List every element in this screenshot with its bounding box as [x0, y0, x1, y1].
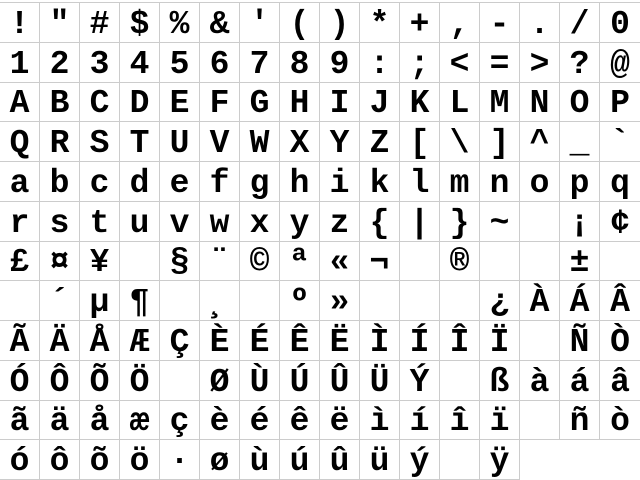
glyph-cell	[240, 281, 280, 321]
glyph-cell: |	[400, 202, 440, 242]
glyph-cell: ^	[520, 122, 560, 162]
glyph-cell: [	[400, 122, 440, 162]
glyph-cell: î	[440, 401, 480, 441]
glyph-cell: ú	[280, 440, 320, 480]
glyph-cell: È	[200, 321, 240, 361]
glyph-cell: :	[360, 43, 400, 83]
glyph-cell: õ	[80, 440, 120, 480]
glyph-cell: ç	[160, 401, 200, 441]
glyph-cell: "	[40, 3, 80, 43]
glyph-cell	[440, 440, 480, 480]
glyph-cell	[360, 281, 400, 321]
glyph-cell: å	[80, 401, 120, 441]
glyph-cell: q	[600, 162, 640, 202]
glyph-cell: D	[120, 83, 160, 123]
glyph-cell: P	[600, 83, 640, 123]
glyph-cell: Ê	[280, 321, 320, 361]
glyph-cell: ä	[40, 401, 80, 441]
glyph-cell	[480, 242, 520, 282]
glyph-cell: v	[160, 202, 200, 242]
glyph-cell	[520, 401, 560, 441]
glyph-cell: _	[560, 122, 600, 162]
glyph-cell: Y	[320, 122, 360, 162]
glyph-cell: ê	[280, 401, 320, 441]
glyph-cell: 8	[280, 43, 320, 83]
glyph-cell: Û	[320, 361, 360, 401]
glyph-cell: h	[280, 162, 320, 202]
glyph-cell: Á	[560, 281, 600, 321]
glyph-cell: Å	[80, 321, 120, 361]
glyph-cell: >	[520, 43, 560, 83]
glyph-cell: é	[240, 401, 280, 441]
glyph-cell: ]	[480, 122, 520, 162]
glyph-cell: É	[240, 321, 280, 361]
glyph-cell: ï	[480, 401, 520, 441]
glyph-cell: à	[520, 361, 560, 401]
glyph-cell: ,	[440, 3, 480, 43]
glyph-cell: r	[0, 202, 40, 242]
glyph-cell	[120, 242, 160, 282]
glyph-cell: Ü	[360, 361, 400, 401]
glyph-cell: ·	[160, 440, 200, 480]
glyph-cell: e	[160, 162, 200, 202]
glyph-cell: M	[480, 83, 520, 123]
glyph-cell: .	[520, 3, 560, 43]
glyph-cell: ì	[360, 401, 400, 441]
glyph-cell: g	[240, 162, 280, 202]
glyph-cell: ý	[400, 440, 440, 480]
glyph-cell: 7	[240, 43, 280, 83]
glyph-cell	[440, 281, 480, 321]
glyph-cell: R	[40, 122, 80, 162]
glyph-cell: ?	[560, 43, 600, 83]
glyph-cell: è	[200, 401, 240, 441]
glyph-cell	[440, 361, 480, 401]
glyph-cell: G	[240, 83, 280, 123]
glyph-cell: #	[80, 3, 120, 43]
glyph-cell: T	[120, 122, 160, 162]
glyph-cell: (	[280, 3, 320, 43]
glyph-cell: $	[120, 3, 160, 43]
glyph-cell: !	[0, 3, 40, 43]
glyph-cell: ¿	[480, 281, 520, 321]
glyph-cell	[520, 242, 560, 282]
glyph-cell: I	[320, 83, 360, 123]
glyph-cell: Ú	[280, 361, 320, 401]
empty-area	[560, 440, 600, 480]
glyph-cell: Î	[440, 321, 480, 361]
glyph-cell: t	[80, 202, 120, 242]
glyph-cell: Ô	[40, 361, 80, 401]
glyph-cell: 2	[40, 43, 80, 83]
glyph-cell: Â	[600, 281, 640, 321]
empty-area	[520, 440, 560, 480]
glyph-cell: ~	[480, 202, 520, 242]
glyph-cell: %	[160, 3, 200, 43]
glyph-cell: B	[40, 83, 80, 123]
glyph-cell: F	[200, 83, 240, 123]
glyph-cell: ´	[40, 281, 80, 321]
glyph-cell: Ñ	[560, 321, 600, 361]
glyph-cell: ô	[40, 440, 80, 480]
glyph-cell: ò	[600, 401, 640, 441]
glyph-cell: Í	[400, 321, 440, 361]
glyph-cell: º	[280, 281, 320, 321]
empty-area	[600, 440, 640, 480]
glyph-cell: '	[240, 3, 280, 43]
glyph-cell: -	[480, 3, 520, 43]
glyph-cell: O	[560, 83, 600, 123]
glyph-cell: X	[280, 122, 320, 162]
glyph-cell: 4	[120, 43, 160, 83]
glyph-cell: f	[200, 162, 240, 202]
glyph-cell: ¢	[600, 202, 640, 242]
glyph-cell: ¥	[80, 242, 120, 282]
glyph-cell: ¸	[200, 281, 240, 321]
glyph-cell: p	[560, 162, 600, 202]
glyph-cell: N	[520, 83, 560, 123]
glyph-cell: Ä	[40, 321, 80, 361]
glyph-cell: k	[360, 162, 400, 202]
glyph-cell: S	[80, 122, 120, 162]
glyph-cell: l	[400, 162, 440, 202]
glyph-cell	[400, 281, 440, 321]
glyph-cell: á	[560, 361, 600, 401]
glyph-cell: ;	[400, 43, 440, 83]
glyph-cell: Ó	[0, 361, 40, 401]
glyph-grid	[0, 2, 640, 480]
glyph-cell: ¬	[360, 242, 400, 282]
glyph-cell: ±	[560, 242, 600, 282]
glyph-cell: V	[200, 122, 240, 162]
glyph-cell	[160, 281, 200, 321]
glyph-cell: í	[400, 401, 440, 441]
glyph-cell: c	[80, 162, 120, 202]
glyph-cell: â	[600, 361, 640, 401]
glyph-cell: ñ	[560, 401, 600, 441]
glyph-cell: £	[0, 242, 40, 282]
glyph-cell: @	[600, 43, 640, 83]
glyph-cell: =	[480, 43, 520, 83]
glyph-cell: ª	[280, 242, 320, 282]
glyph-cell: U	[160, 122, 200, 162]
glyph-cell: +	[400, 3, 440, 43]
glyph-cell: &	[200, 3, 240, 43]
glyph-cell: W	[240, 122, 280, 162]
glyph-cell: `	[600, 122, 640, 162]
glyph-cell: E	[160, 83, 200, 123]
glyph-cell: æ	[120, 401, 160, 441]
glyph-cell: À	[520, 281, 560, 321]
glyph-cell: ë	[320, 401, 360, 441]
glyph-cell: ÿ	[480, 440, 520, 480]
glyph-cell: Z	[360, 122, 400, 162]
glyph-cell: a	[0, 162, 40, 202]
glyph-cell: d	[120, 162, 160, 202]
glyph-cell: »	[320, 281, 360, 321]
glyph-cell: µ	[80, 281, 120, 321]
glyph-cell: ù	[240, 440, 280, 480]
glyph-cell: ©	[240, 242, 280, 282]
glyph-cell: 9	[320, 43, 360, 83]
glyph-cell: 5	[160, 43, 200, 83]
glyph-cell: 1	[0, 43, 40, 83]
glyph-cell: o	[520, 162, 560, 202]
glyph-cell: 3	[80, 43, 120, 83]
glyph-cell: *	[360, 3, 400, 43]
glyph-cell: Ï	[480, 321, 520, 361]
glyph-cell: Ë	[320, 321, 360, 361]
glyph-cell	[520, 321, 560, 361]
glyph-cell: Ù	[240, 361, 280, 401]
glyph-cell: m	[440, 162, 480, 202]
glyph-cell: ¤	[40, 242, 80, 282]
glyph-cell: Ç	[160, 321, 200, 361]
glyph-cell: «	[320, 242, 360, 282]
glyph-cell: Ö	[120, 361, 160, 401]
glyph-cell: §	[160, 242, 200, 282]
glyph-cell: ü	[360, 440, 400, 480]
glyph-cell: ö	[120, 440, 160, 480]
glyph-cell: ã	[0, 401, 40, 441]
glyph-cell: w	[200, 202, 240, 242]
glyph-cell: }	[440, 202, 480, 242]
glyph-cell: J	[360, 83, 400, 123]
glyph-cell: \	[440, 122, 480, 162]
glyph-cell	[520, 202, 560, 242]
glyph-cell: x	[240, 202, 280, 242]
glyph-cell: <	[440, 43, 480, 83]
glyph-cell: Q	[0, 122, 40, 162]
glyph-cell: n	[480, 162, 520, 202]
glyph-cell: A	[0, 83, 40, 123]
glyph-cell: ¨	[200, 242, 240, 282]
glyph-cell: z	[320, 202, 360, 242]
glyph-cell	[400, 242, 440, 282]
glyph-cell: {	[360, 202, 400, 242]
glyph-cell	[0, 281, 40, 321]
glyph-cell: Ý	[400, 361, 440, 401]
glyph-cell: K	[400, 83, 440, 123]
glyph-cell: ®	[440, 242, 480, 282]
glyph-cell: H	[280, 83, 320, 123]
glyph-cell: 6	[200, 43, 240, 83]
glyph-cell: L	[440, 83, 480, 123]
glyph-cell: 0	[600, 3, 640, 43]
glyph-cell: ¶	[120, 281, 160, 321]
glyph-cell: Õ	[80, 361, 120, 401]
glyph-cell: )	[320, 3, 360, 43]
glyph-cell: u	[120, 202, 160, 242]
glyph-cell	[160, 361, 200, 401]
glyph-cell: Ø	[200, 361, 240, 401]
glyph-cell: ß	[480, 361, 520, 401]
glyph-cell: y	[280, 202, 320, 242]
glyph-cell: b	[40, 162, 80, 202]
glyph-cell: û	[320, 440, 360, 480]
glyph-cell: Æ	[120, 321, 160, 361]
glyph-cell: /	[560, 3, 600, 43]
glyph-cell: ø	[200, 440, 240, 480]
glyph-cell: i	[320, 162, 360, 202]
glyph-cell: Ò	[600, 321, 640, 361]
glyph-cell	[600, 242, 640, 282]
glyph-cell: Ã	[0, 321, 40, 361]
glyph-cell: ó	[0, 440, 40, 480]
glyph-cell: ¡	[560, 202, 600, 242]
glyph-cell: C	[80, 83, 120, 123]
glyph-cell: s	[40, 202, 80, 242]
glyph-cell: Ì	[360, 321, 400, 361]
